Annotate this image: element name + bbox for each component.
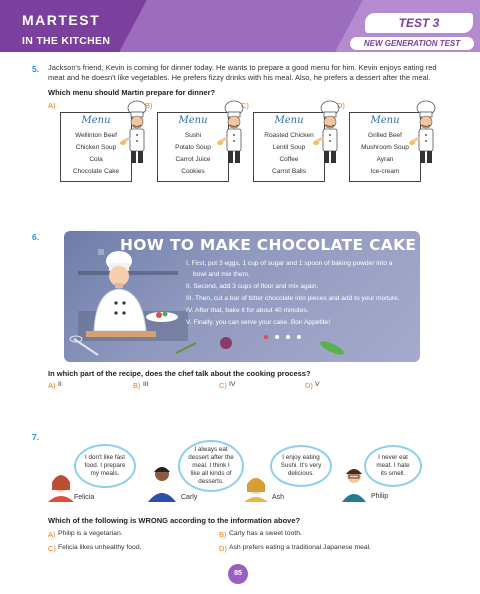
option-letter[interactable]: D): [219, 544, 227, 553]
carousel-dot: [286, 335, 290, 339]
speech-bubble: I don't like fast food. I prepare my meals.: [74, 444, 136, 488]
option-text[interactable]: Ash prefers eating a traditional Japanese meal.: [229, 544, 372, 551]
option-letter[interactable]: C): [241, 101, 249, 110]
menu-item: Ayran: [376, 156, 394, 163]
option-letter[interactable]: A): [48, 101, 56, 110]
menu-title: Menu: [81, 115, 111, 126]
menu-item: Mushroom Soup: [361, 144, 409, 151]
carly-avatar: [148, 467, 176, 502]
menu-item: Roasted Chicken: [264, 132, 314, 139]
carousel-dot: [297, 335, 301, 339]
menu-item: Lentil Soup: [272, 144, 306, 151]
philip-avatar: [342, 469, 366, 502]
menu-item: Sushi: [184, 132, 202, 139]
page-header: [0, 0, 480, 52]
question-prompt: Which of the following is WRONG according to the information above?: [48, 516, 301, 525]
option-text[interactable]: IV: [229, 381, 236, 388]
people-illustration: [0, 460, 480, 520]
question-number: 5.: [32, 64, 40, 74]
option-letter[interactable]: D): [337, 101, 345, 110]
felicia-avatar: [48, 475, 74, 502]
recipe-step: IV. After that, bake it for about 40 minutes.: [186, 307, 309, 314]
option-text[interactable]: Felicia likes unhealthy food.: [58, 544, 142, 551]
option-letter[interactable]: B): [133, 381, 141, 390]
series-badge: NEW GENERATION TEST: [350, 37, 474, 50]
unit-title: IN THE KITCHEN: [22, 35, 111, 47]
test-badge: TEST 3: [365, 13, 473, 33]
person-name: Felicia: [74, 494, 95, 501]
option-letter[interactable]: A): [48, 381, 56, 390]
speech-bubble: I enjoy eating Sushi. It's very delicious.: [270, 445, 332, 487]
option-letter[interactable]: D): [305, 381, 313, 390]
carousel-dot: [275, 335, 279, 339]
person-name: Ash: [272, 494, 285, 501]
recipe-step: II. Second, add 3 cups of flour and mix again.: [186, 283, 319, 290]
question-number: 6.: [32, 232, 40, 242]
ash-avatar: [244, 478, 268, 502]
menu-title: Menu: [370, 115, 400, 126]
person-name: Carly: [181, 494, 198, 501]
option-text[interactable]: Philip is a vegetarian.: [58, 530, 123, 537]
option-letter[interactable]: C): [219, 381, 227, 390]
question-prompt: In which part of the recipe, does the chef talk about the cooking process?: [48, 369, 311, 378]
carousel-dot: [264, 335, 268, 339]
recipe-step: III. Then, cut a bar of bitter chocolate into pieces and add to your mixture.: [186, 295, 400, 302]
menu-title: Menu: [178, 115, 208, 126]
menu-item: Wellinton Beef: [75, 132, 117, 139]
recipe-step: I. First, put 3 eggs, 1 cup of sugar and 1 spoon of baking powder into a: [186, 260, 393, 267]
page-number: 85: [228, 564, 248, 584]
person-name: Philip: [371, 493, 389, 500]
option-text[interactable]: V: [315, 381, 320, 388]
menu-item: Potato Soup: [175, 144, 211, 151]
menu-item: Carrot Juice: [175, 156, 211, 163]
menu-item: Carrot Balls: [272, 168, 306, 175]
option-text[interactable]: Carly has a sweet tooth.: [229, 530, 302, 537]
recipe-step: bowl and mix them.: [193, 271, 250, 278]
menu-item: Coffee: [279, 156, 299, 163]
menu-item: Cookies: [181, 168, 205, 175]
option-text[interactable]: III: [143, 381, 149, 388]
option-letter[interactable]: A): [48, 530, 56, 539]
menu-item: Grilled Beef: [368, 132, 402, 139]
question-prompt: Which menu should Martin prepare for dinner?: [48, 88, 216, 97]
question-number: 7.: [32, 432, 40, 442]
brand-logo: MARTEST: [22, 12, 101, 28]
recipe-banner: [64, 231, 420, 362]
option-letter[interactable]: C): [48, 544, 56, 553]
menu-item: Cola: [89, 156, 103, 163]
chef-icon: [409, 100, 439, 166]
question-text: Jackson's friend, Kevin is coming for dinner today. He wants to prepare a good menu for him. Kevin enjoys eating red meat and he doesn't like vegetables. He prefers fizzy drinks with his meal. Also, he prefers a dessert after the meal.: [48, 63, 437, 82]
menu-title: Menu: [274, 115, 304, 126]
menu-item: Ice-cream: [370, 168, 400, 175]
menu-item: Chicken Soup: [75, 144, 117, 151]
option-text[interactable]: II: [58, 381, 62, 388]
speech-bubble: I never eat meat. I hate its smell.: [364, 445, 422, 487]
menu-item: Chocolate Cake: [72, 168, 120, 175]
recipe-step: V. Finally, you can serve your cake. Bon Appetite!: [186, 319, 331, 326]
option-letter[interactable]: B): [145, 101, 153, 110]
banner-title: HOW TO MAKE CHOCOLATE CAKE: [120, 236, 417, 254]
option-letter[interactable]: B): [219, 530, 227, 539]
speech-bubble: I always eat dessert after the meal. I think I like all kinds of desserts.: [178, 440, 244, 492]
